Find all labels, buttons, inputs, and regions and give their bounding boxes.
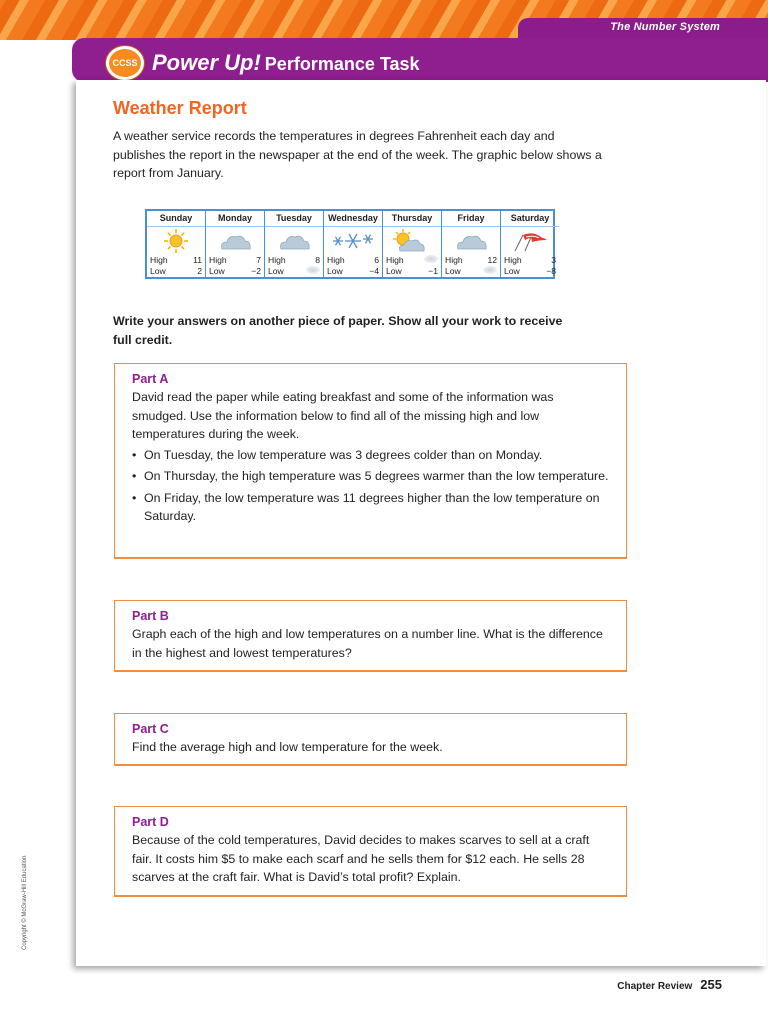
list-item: • On Friday, the low temperature was 11 degrees higher than the low temperature on Saturday. <box>132 489 609 526</box>
part-a-box <box>114 363 627 559</box>
high-value: 11 <box>193 255 202 265</box>
ccss-badge: CCSS <box>106 46 144 80</box>
cloud-icon <box>206 227 264 255</box>
low-label: Low <box>327 265 343 276</box>
day-name: Wednesday <box>324 211 382 227</box>
part-b-text: Graph each of the high and low temperatures on a number line. What is the difference in the highest and lowest temperatures? <box>132 627 603 660</box>
cloud-icon <box>265 227 323 255</box>
low-label: Low <box>209 265 225 276</box>
high-value: 8 <box>315 255 320 265</box>
low-value: −1 <box>428 265 438 276</box>
high-value: 3 <box>551 255 556 265</box>
list-item: • On Tuesday, the low temperature was 3 degrees colder than on Monday. <box>132 446 609 465</box>
part-b-title: Part B <box>132 609 169 623</box>
smudge-mark <box>483 266 497 274</box>
low-label: Low <box>445 265 461 276</box>
part-a-text: David read the paper while eating breakfast and some of the information was smudged. Use the information below to find all of the missing high and low temperatures during the week. <box>132 390 554 441</box>
high-value: 12 <box>487 255 497 265</box>
part-b-box <box>114 600 627 672</box>
part-a-bullets <box>132 446 609 526</box>
low-label: Low <box>268 265 284 276</box>
low-value: 2 <box>197 265 202 276</box>
task-title: Weather Report <box>113 98 247 118</box>
sun-icon <box>147 227 205 255</box>
footer-label: Chapter Review <box>617 981 693 992</box>
day-monday <box>206 211 265 277</box>
day-friday <box>442 211 501 277</box>
day-name: Sunday <box>147 211 205 227</box>
high-label: High <box>445 255 463 265</box>
part-d-text: Because of the cold temperatures, David decides to makes scarves to sell at a craft fair. It costs him $5 to make each scarf and he sells them for $12 each. He sells 28 scarves at the craft fair. What is David’s total profit? Explain. <box>132 833 590 884</box>
low-label: Low <box>386 265 402 276</box>
task-intro: A weather service records the temperatures in degrees Fahrenheit each day and publishes the report in the newspaper at the end of the week. The graphic below shows a report from January. <box>113 129 602 180</box>
high-label: High <box>386 255 404 265</box>
high-label: High <box>504 255 522 265</box>
snowflake-icon <box>324 227 382 255</box>
day-sunday <box>147 211 206 277</box>
page-number: 255 <box>700 977 722 992</box>
list-item: • On Thursday, the high temperature was 5 degrees warmer than the low temperature. <box>132 467 609 486</box>
cloud-icon <box>442 227 500 255</box>
part-d-title: Part D <box>132 815 169 829</box>
day-name: Saturday <box>501 211 559 227</box>
power-up-label: Power Up! <box>152 50 261 75</box>
day-wednesday <box>324 211 383 277</box>
high-label: High <box>150 255 168 265</box>
part-c-box <box>114 713 627 766</box>
page-title <box>152 50 420 76</box>
low-value: −8 <box>546 265 556 276</box>
page-footer <box>617 977 722 992</box>
high-value: 7 <box>256 255 261 265</box>
low-label: Low <box>150 265 166 276</box>
high-value: 6 <box>374 255 379 265</box>
part-a-title: Part A <box>132 372 169 386</box>
smudge-mark <box>306 266 320 274</box>
smudge-mark <box>424 255 438 263</box>
sun-cloud-icon <box>383 227 441 255</box>
day-name: Tuesday <box>265 211 323 227</box>
section-title: The Number System <box>610 21 720 33</box>
performance-task-label: Performance Task <box>264 54 420 74</box>
low-label: Low <box>504 265 520 276</box>
day-thursday <box>383 211 442 277</box>
part-c-text: Find the average high and low temperature for the week. <box>132 740 443 754</box>
copyright-notice: Copyright © McGraw-Hill Education <box>22 855 28 950</box>
day-name: Monday <box>206 211 264 227</box>
part-c-title: Part C <box>132 722 169 736</box>
instructions: Write your answers on another piece of paper. Show all your work to receive full credit. <box>113 314 563 347</box>
high-label: High <box>209 255 227 265</box>
high-label: High <box>268 255 286 265</box>
day-saturday <box>501 211 559 277</box>
left-margin <box>0 80 76 980</box>
wind-icon <box>501 227 559 255</box>
part-d-box <box>114 806 627 897</box>
high-label: High <box>327 255 345 265</box>
low-value: −2 <box>251 265 261 276</box>
day-name: Thursday <box>383 211 441 227</box>
day-name: Friday <box>442 211 500 227</box>
low-value: −4 <box>369 265 379 276</box>
weather-report-table <box>145 209 555 279</box>
day-tuesday <box>265 211 324 277</box>
